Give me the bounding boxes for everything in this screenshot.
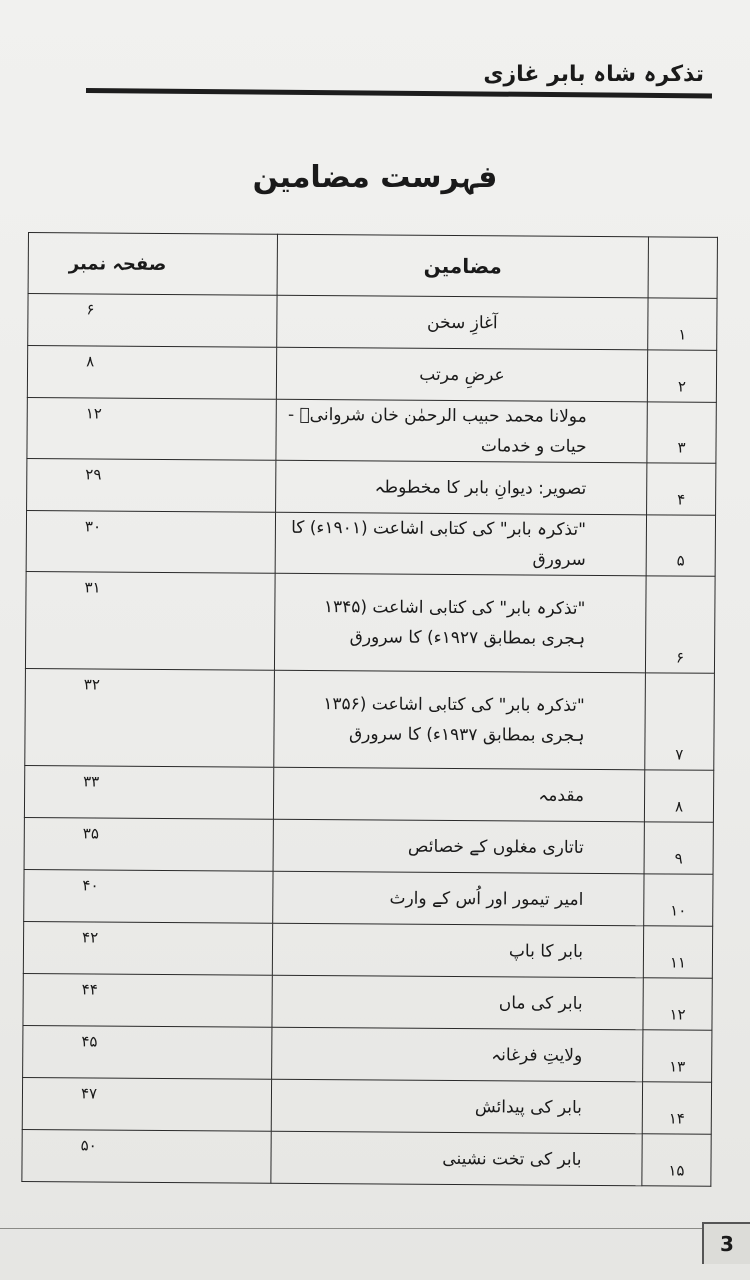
row-title: بابر کا باپ bbox=[272, 923, 643, 978]
table-row bbox=[26, 510, 715, 576]
page-number: 3 bbox=[702, 1222, 750, 1264]
row-title: ولایتِ فرغانہ bbox=[272, 1027, 643, 1082]
table-row bbox=[27, 346, 716, 403]
row-number: ۱۴ bbox=[642, 1082, 711, 1134]
header-rule bbox=[86, 88, 712, 98]
table-row bbox=[28, 294, 717, 351]
row-page: ۳۲ bbox=[25, 668, 275, 767]
row-number: ۱۰ bbox=[644, 874, 713, 926]
row-number: ۵ bbox=[646, 515, 715, 576]
footer-rule bbox=[0, 1228, 704, 1229]
table-row bbox=[24, 765, 713, 822]
row-number: ۱۲ bbox=[643, 978, 712, 1030]
row-number: ۱۱ bbox=[643, 926, 712, 978]
table-row bbox=[27, 458, 716, 515]
running-head: تذکرہ شاہ بابر غازی bbox=[483, 62, 704, 87]
row-title: تصویر: دیوانِ بابر کا مخطوطہ bbox=[276, 460, 647, 515]
row-number: ۴ bbox=[647, 463, 716, 515]
row-title: تاتاری مغلوں کے خصائص bbox=[273, 819, 644, 874]
row-number: ۲ bbox=[647, 350, 716, 402]
row-number: ۱ bbox=[648, 298, 717, 350]
page-title: فہرست مضامین bbox=[252, 160, 498, 195]
row-number: ۸ bbox=[644, 770, 713, 822]
header-page: صفحہ نمبر bbox=[28, 233, 277, 296]
row-page: ۸ bbox=[27, 346, 276, 400]
row-page: ۵۰ bbox=[22, 1129, 271, 1183]
header-number bbox=[648, 237, 717, 298]
row-number: ۶ bbox=[645, 576, 715, 673]
row-number: ۱۵ bbox=[642, 1134, 711, 1186]
row-title: آغازِ سخن bbox=[277, 295, 648, 350]
table-row bbox=[27, 397, 716, 463]
row-title: عرضِ مرتب bbox=[276, 347, 647, 402]
row-page: ۴۷ bbox=[22, 1077, 271, 1131]
table-row bbox=[25, 668, 715, 770]
row-page: ۳۰ bbox=[26, 510, 275, 573]
table-row bbox=[24, 817, 713, 874]
table-row bbox=[22, 1077, 711, 1134]
row-page: ۴۰ bbox=[24, 869, 273, 923]
row-page: ۳۵ bbox=[24, 817, 273, 871]
row-page: ۴۲ bbox=[23, 921, 272, 975]
row-page: ۲۹ bbox=[27, 458, 276, 512]
row-number: ۳ bbox=[647, 402, 716, 463]
table-row bbox=[23, 921, 712, 978]
row-title: مولانا محمد حبیب الرحمٰن خان شروانیؒ - حیات و خدمات bbox=[276, 399, 647, 463]
row-title: "تذکرہ بابر" کی کتابی اشاعت (۱۳۵۶ ہجری بمطابق ۱۹۳۷ء) کا سرورق bbox=[274, 670, 646, 770]
row-title: بابر کی پیدائش bbox=[271, 1079, 642, 1134]
row-title: امیر تیمور اور اُس کے وارث bbox=[273, 871, 644, 926]
table-row bbox=[22, 1129, 711, 1186]
row-number: ۷ bbox=[645, 673, 715, 770]
row-page: ۱۲ bbox=[27, 397, 276, 460]
contents-table bbox=[21, 232, 718, 1187]
row-page: ۶ bbox=[28, 294, 277, 348]
row-title: "تذکرہ بابر" کی کتابی اشاعت (۱۹۰۱ء) کا سرورق bbox=[275, 512, 646, 576]
row-page: ۴۴ bbox=[23, 973, 272, 1027]
row-page: ۳۱ bbox=[25, 571, 275, 670]
table-row bbox=[23, 973, 712, 1030]
row-title: "تذکرہ بابر" کی کتابی اشاعت (۱۳۴۵ ہجری بمطابق ۱۹۲۷ء) کا سرورق bbox=[274, 573, 646, 673]
row-page: ۴۵ bbox=[23, 1025, 272, 1079]
row-number: ۱۳ bbox=[643, 1030, 712, 1082]
row-title: بابر کی ماں bbox=[272, 975, 643, 1030]
table-row bbox=[25, 571, 715, 673]
row-number: ۹ bbox=[644, 822, 713, 874]
header-title: مضامین bbox=[277, 234, 648, 298]
row-page: ۳۳ bbox=[24, 765, 273, 819]
table-header-row bbox=[28, 233, 717, 299]
table-row bbox=[24, 869, 713, 926]
table-row bbox=[23, 1025, 712, 1082]
row-title: بابر کی تخت نشینی bbox=[271, 1131, 642, 1186]
row-title: مقدمہ bbox=[273, 767, 644, 822]
